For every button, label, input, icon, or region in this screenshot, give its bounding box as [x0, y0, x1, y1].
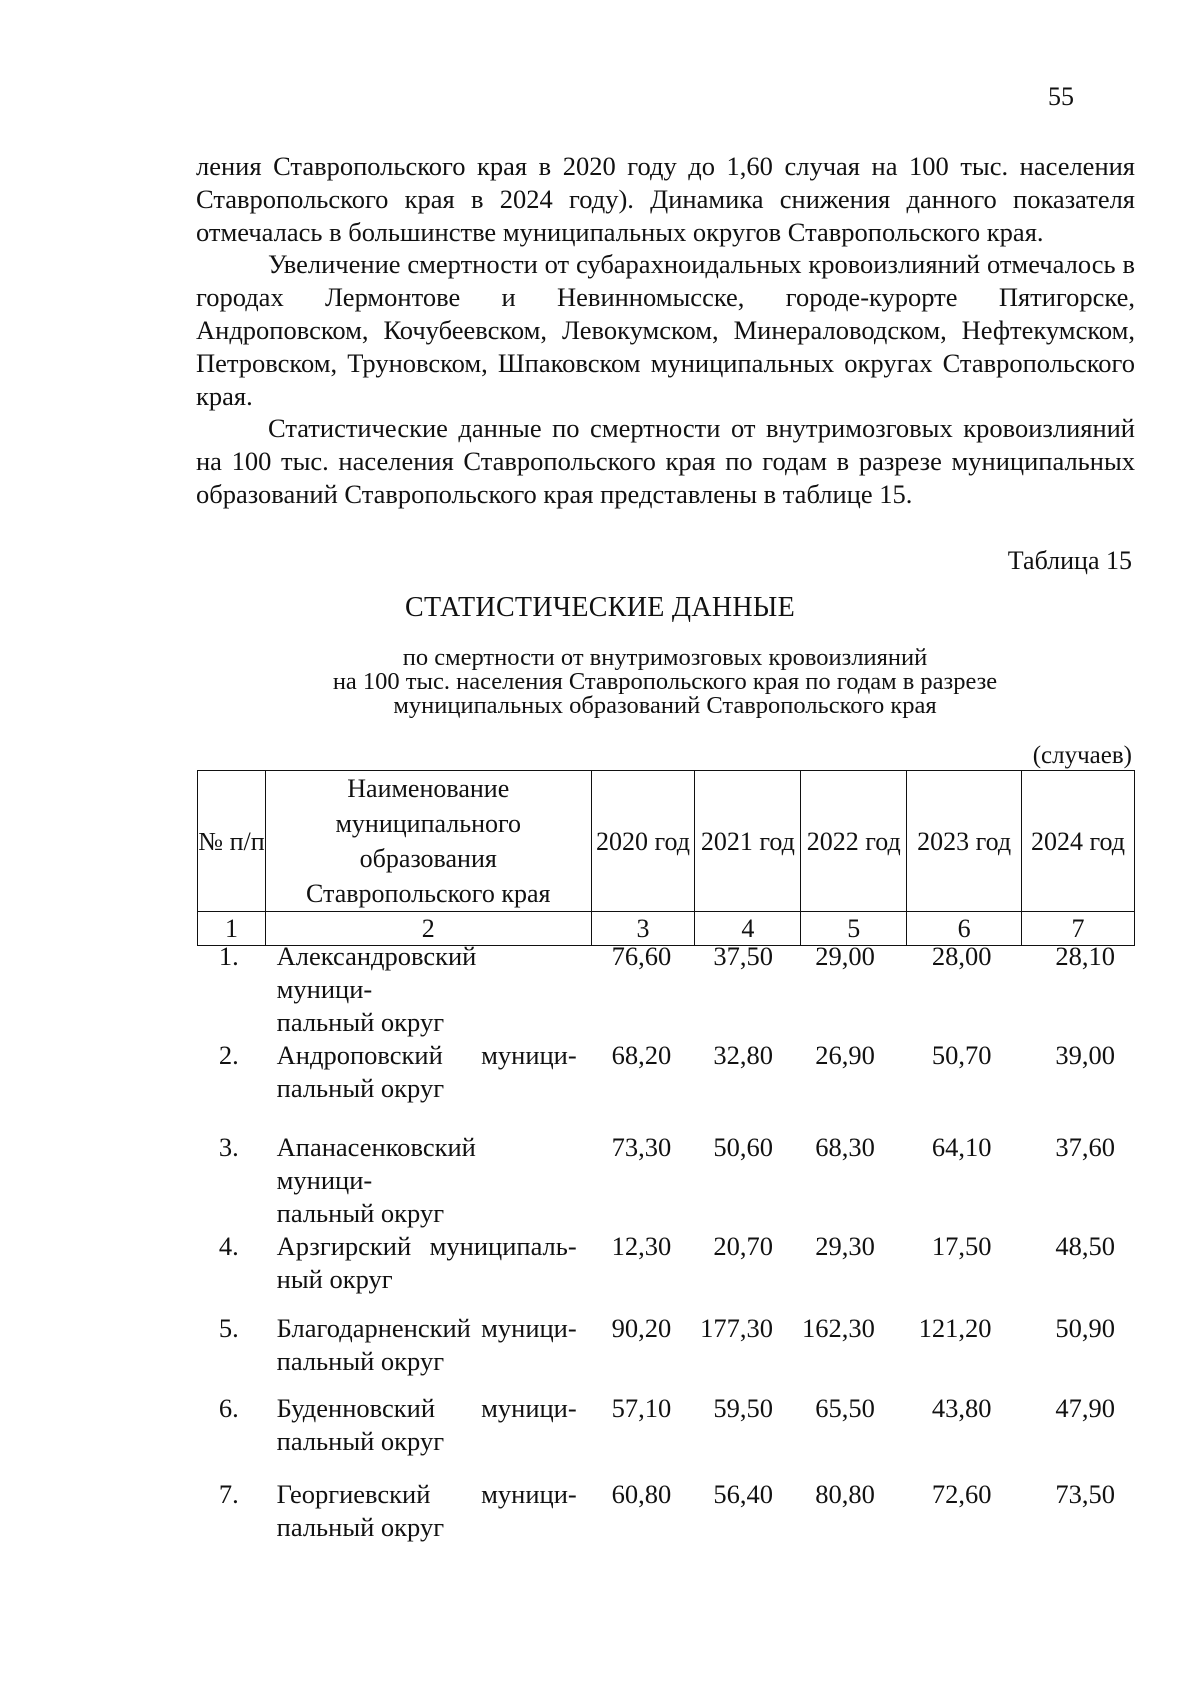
municipality-name-line: Георгиевский муници-: [276, 1479, 577, 1509]
value-2023: 17,50: [931, 1231, 992, 1261]
table-header: [197, 770, 1135, 946]
municipality-name: [261, 1312, 577, 1392]
value-2022: 65,50: [815, 1393, 875, 1423]
value-2021: 56,40: [713, 1479, 773, 1509]
value-2023: 28,00: [931, 941, 992, 971]
column-number: 4: [695, 912, 801, 946]
table-title: СТАТИСТИЧЕСКИЕ ДАННЫЕ: [404, 592, 796, 623]
row-number: 4.: [218, 1231, 239, 1261]
municipality-name-line: Андроповский муници-: [276, 1040, 577, 1070]
municipality-name-line: Александровский муници-: [276, 941, 477, 1004]
header-cell-2024: 2024 год: [1022, 771, 1135, 912]
table-subtitle: [250, 646, 1080, 718]
header-cell-2020: 2020 год: [591, 771, 695, 912]
table-label: Таблица 15: [1007, 546, 1132, 575]
municipality-name: [261, 1039, 577, 1131]
subtitle-line: по смертности от внутримозговых кровоизлияний: [402, 644, 928, 671]
row-number: 1.: [218, 941, 239, 971]
municipality-name-line: пальный округ: [276, 1198, 445, 1228]
data-table: [197, 940, 1135, 1560]
value-2023: 43,80: [931, 1393, 992, 1423]
municipality-name-line: ный округ: [276, 1264, 393, 1294]
table-row: [197, 1478, 1135, 1560]
value-2020: 73,30: [611, 1132, 672, 1162]
municipality-name-line: Арзгирский муниципаль-: [276, 1231, 577, 1261]
municipality-name-line: пальный округ: [276, 1007, 445, 1037]
value-2020: 90,20: [611, 1313, 672, 1343]
header-cell-2022: 2022 год: [801, 771, 907, 912]
paragraph: Статистические данные по смертности от внутримозговых кровоизлияний на 100 тыс. населения Ставропольского края по годам в разрезе муниципальных образований Ставропольского края представлены в таблице 15.: [196, 413, 1135, 509]
value-2022: 80,80: [815, 1479, 875, 1509]
row-number: 3.: [218, 1132, 239, 1162]
column-number: 1: [198, 912, 266, 946]
table-row: [197, 940, 1135, 1039]
value-2024: 73,50: [1055, 1479, 1115, 1509]
value-2021: 50,60: [713, 1132, 773, 1162]
value-2021: 20,70: [713, 1231, 773, 1261]
table-row: [197, 1230, 1135, 1312]
value-2024: 47,90: [1055, 1393, 1115, 1423]
column-number: 7: [1022, 912, 1135, 946]
value-2020: 12,30: [611, 1231, 672, 1261]
body-text: [196, 150, 1135, 511]
value-2023: 50,70: [931, 1040, 992, 1070]
paragraph: ления Ставропольского края в 2020 году до 1,60 случая на 100 тыс. населения Ставропольского края в 2024 году). Динамика снижения данного показателя отмечалась в большинстве муниципальных округов Ставропольского края.: [196, 151, 1135, 247]
municipality-name: [261, 1131, 577, 1230]
value-2024: 28,10: [1055, 941, 1115, 971]
municipality-name-line: пальный округ: [276, 1073, 445, 1103]
column-number: 2: [265, 912, 591, 946]
header-cell-2023: 2023 год: [907, 771, 1022, 912]
value-2024: 50,90: [1055, 1313, 1115, 1343]
value-2020: 60,80: [611, 1479, 672, 1509]
municipality-name: [261, 1478, 577, 1560]
table-row: [197, 1039, 1135, 1131]
value-2020: 57,10: [611, 1393, 672, 1423]
municipality-name: [261, 940, 577, 1039]
value-2021: 59,50: [713, 1393, 773, 1423]
table-row: [197, 1312, 1135, 1392]
value-2021: 32,80: [713, 1040, 773, 1070]
column-number: 5: [801, 912, 907, 946]
value-2022: 29,00: [815, 941, 875, 971]
row-number: 6.: [218, 1393, 239, 1423]
value-2022: 29,30: [815, 1231, 875, 1261]
municipality-name-line: Буденновский муници-: [276, 1393, 577, 1423]
value-2024: 48,50: [1055, 1231, 1115, 1261]
value-2021: 177,30: [700, 1313, 773, 1343]
municipality-name-line: Благодарненский муници-: [276, 1313, 577, 1343]
value-2022: 26,90: [815, 1040, 875, 1070]
subtitle-line: муниципальных образований Ставропольского края: [393, 692, 937, 719]
column-number: 3: [591, 912, 695, 946]
page-number: 55: [1048, 82, 1074, 111]
value-2024: 37,60: [1055, 1132, 1115, 1162]
value-2020: 76,60: [611, 941, 672, 971]
header-cell-number: № п/п: [198, 771, 266, 912]
row-number: 2.: [218, 1040, 239, 1070]
units-label: (случаев): [1032, 742, 1132, 769]
value-2022: 68,30: [815, 1132, 875, 1162]
value-2020: 68,20: [611, 1040, 672, 1070]
value-2021: 37,50: [713, 941, 773, 971]
row-number: 5.: [218, 1313, 239, 1343]
municipality-name-line: Апанасенковский муници-: [276, 1132, 476, 1195]
municipality-name: [261, 1230, 577, 1312]
value-2024: 39,00: [1055, 1040, 1115, 1070]
value-2023: 72,60: [931, 1479, 992, 1509]
municipality-name-line: пальный округ: [276, 1512, 445, 1542]
municipality-name-line: пальный округ: [276, 1426, 445, 1456]
table-row: [197, 1392, 1135, 1478]
column-number: 6: [907, 912, 1022, 946]
header-cell-2021: 2021 год: [695, 771, 801, 912]
row-number: 7.: [218, 1479, 239, 1509]
table-row: [197, 1131, 1135, 1230]
header-cell-name: Наименование муниципального образования Ставропольского края: [265, 771, 591, 912]
subtitle-line: на 100 тыс. населения Ставропольского края по годам в разрезе: [332, 668, 998, 695]
municipality-name-line: пальный округ: [276, 1346, 445, 1376]
value-2022: 162,30: [801, 1313, 875, 1343]
value-2023: 121,20: [918, 1313, 992, 1343]
municipality-name: [261, 1392, 577, 1478]
header-row: [198, 771, 1135, 912]
value-2023: 64,10: [931, 1132, 992, 1162]
paragraph: Увеличение смертности от субарахноидальных кровоизлияний отмечалось в городах Лермонтове и Невинномысске, городе-курорте Пятигорске, Андроповском, Кочубеевском, Левокумском, Минераловодском, Нефтекумском, Петровском, Труновском, Шпаковском муниципальных округах Ставропольского края.: [196, 249, 1135, 411]
